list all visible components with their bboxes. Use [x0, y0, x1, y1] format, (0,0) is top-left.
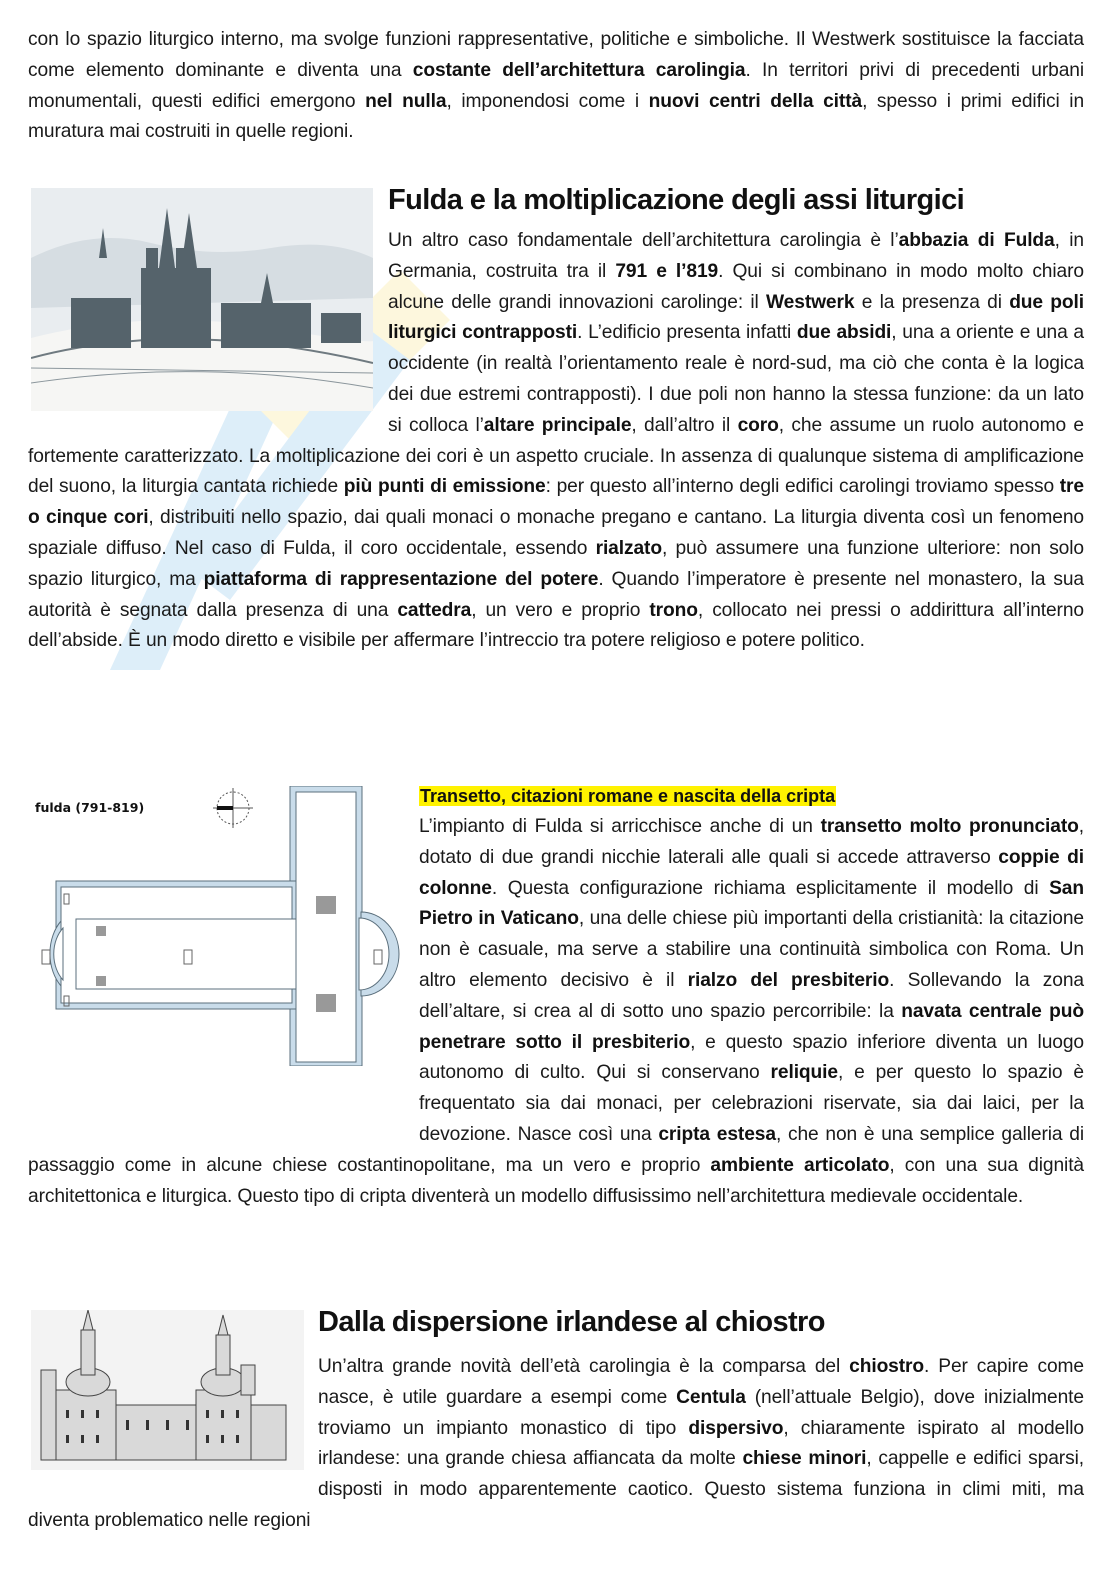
- bold-term: rialzato: [595, 537, 662, 559]
- text-run: , che non è una semplice galleria di passaggio come in alcune chiese costantinopolitane, ma un vero e proprio: [28, 1123, 1084, 1176]
- text-run: , un vero e proprio: [471, 599, 650, 621]
- text-run: , una a oriente e una a occidente (in realtà l’orientamento reale è nord-sud, ma ciò che conta è la logica dei due estremi contrapposti). I due poli non hanno la stessa funzione: da un lato si colloca l’: [388, 322, 1084, 436]
- bold-term: piattaforma di rappresentazione del potere: [203, 568, 599, 590]
- text-run: . Per capire come nasce, è utile guardare a esempi come: [318, 1356, 1084, 1408]
- text-run: , cappelle e edifici sparsi, disposti in modo apparentemente caotico. Questo sistema funziona in climi miti, ma diventa problematico nelle regioni: [28, 1448, 1084, 1531]
- bold-term: ambiente articolato: [710, 1154, 890, 1176]
- fulda-paragraph: [28, 226, 1084, 657]
- text-run: , distribuiti nello spazio, dai quali monaci o monache pregano e cantano. La liturgia diventa così un fenomeno spaziale diffuso. Nel caso di Fulda, il coro occidentale, essendo: [28, 507, 1084, 559]
- bold-term: tre o cinque cori: [28, 476, 1084, 529]
- text-run: , collocato nei pressi o addirittura all’interno dell’abside. È un modo diretto e visibile per affermare l’intreccio tra potere religioso e potere politico.: [28, 599, 1084, 652]
- text-run: Un’altra grande novità dell’età carolingia è la comparsa del: [318, 1356, 850, 1377]
- bold-term: coppie di colonne: [419, 846, 1084, 899]
- bold-term: Centula: [676, 1386, 746, 1408]
- intro-paragraph: [28, 25, 1084, 148]
- text-run: , dall’altro il: [631, 414, 738, 436]
- text-run: , una delle chiese più importanti della cristianità: la citazione non è casuale, ma serve a stabilire una continuità simbolica con Roma. Un altro elemento decisivo è il: [419, 908, 1084, 991]
- bold-term: nel nulla: [365, 90, 447, 112]
- bold-term: dispersivo: [688, 1417, 784, 1439]
- text-run: , che assume un ruolo autonomo e fortemente caratterizzato. La moltiplicazione dei cori è un aspetto cruciale. In assenza di qualunque sistema di amplificazione del suono, la liturgia cantata richiede: [28, 414, 1084, 498]
- float-spacer: [28, 226, 388, 426]
- text-run: . Questa configurazione richiama esplicitamente il modello di: [491, 877, 1050, 899]
- bold-term: nuovi centri della città: [648, 90, 863, 112]
- text-run: , spesso i primi edifici in muratura mai costruiti in quelle regioni.: [28, 90, 1085, 143]
- bold-term: abbazia di Fulda: [898, 230, 1055, 251]
- section-title-transetto: Transetto, citazioni romane e nascita della cripta: [420, 786, 836, 806]
- text-run: : per questo all’interno degli edifici carolingi troviamo spesso: [545, 476, 1060, 498]
- text-run: (nell’attuale Belgio), dove inizialmente troviamo un impianto monastico di tipo: [318, 1386, 1084, 1439]
- float-spacer: [28, 1352, 318, 1502]
- text-run: , in Germania, costruita tra il: [388, 230, 1084, 282]
- transetto-paragraph: [28, 812, 1084, 1212]
- text-run: , e per questo lo spazio è frequentato sia dai monaci, per celebrazioni riservate, sia dai laici, per la devozione. Nasce così una: [419, 1062, 1084, 1145]
- bold-term: chiostro: [849, 1356, 925, 1377]
- text-run: . In territori privi di precedenti urbani monumentali, questi edifici emergono: [28, 59, 1084, 112]
- bold-term: cripta estesa: [658, 1123, 776, 1145]
- text-run: , con una sua dignità architettonica e liturgica. Questo tipo di cripta diventerà un modello diffusissimo nell’architettura medievale occidentale.: [28, 1154, 1084, 1207]
- chiostro-paragraph: [28, 1352, 1084, 1537]
- text-run: , e questo spazio inferiore diventa un luogo autonomo di culto. Qui si conservano: [419, 1031, 1085, 1084]
- text-run: con lo spazio liturgico interno, ma svolge funzioni rappresentative, politiche e simboliche. Il Westwerk sostituisce la facciata come elemento dominante e diventa una: [28, 29, 1084, 81]
- bold-term: transetto molto pronunciato: [820, 816, 1079, 837]
- text-run: L’impianto di Fulda si arricchisce anche di un: [419, 816, 821, 837]
- bold-term: navata centrale può penetrare sotto il presbiterio: [419, 1000, 1084, 1053]
- bold-term: coro: [737, 414, 779, 436]
- bold-term: cattedra: [397, 599, 472, 621]
- text-run: Un altro caso fondamentale dell’architettura carolingia è l’: [388, 230, 899, 251]
- bold-term: altare principale: [483, 414, 632, 436]
- text-run: , può assumere una funzione ulteriore: non solo spazio liturgico, ma: [28, 537, 1084, 590]
- bold-term: 791 e l’819: [615, 260, 719, 282]
- text-run: , dotato di due grandi nicchie laterali alle quali si accede attraverso: [419, 816, 1084, 868]
- bold-term: San Pietro in Vaticano: [419, 877, 1084, 930]
- text-run: . Quando l’imperatore è presente nel monastero, la sua autorità è segnata dalla presenza di una: [28, 568, 1084, 621]
- float-spacer: [28, 812, 419, 1147]
- bold-term: reliquie: [770, 1062, 838, 1084]
- text-run: . Sollevando la zona dell’altare, si crea al di sotto uno spazio percorribile: la: [419, 969, 1084, 1022]
- bold-term: due absidi: [796, 322, 892, 344]
- text-run: e la presenza di: [854, 291, 1010, 313]
- section-title-chiostro: Dalla dispersione irlandese al chiostro: [318, 1306, 825, 1338]
- text-run: , imponendosi come i: [446, 90, 649, 112]
- bold-term: trono: [649, 599, 698, 621]
- bold-term: chiese minori: [742, 1448, 867, 1470]
- bold-term: Westwerk: [766, 291, 855, 313]
- plan-label: fulda (791-819): [35, 800, 145, 815]
- bold-term: due poli liturgici contrapposti: [388, 291, 1085, 344]
- section-title-fulda: Fulda e la moltiplicazione degli assi liturgici: [388, 184, 965, 216]
- bold-term: costante dell’architettura carolingia: [412, 59, 746, 81]
- text-run: . L’edificio presenta infatti: [577, 322, 797, 344]
- text-run: . Qui si combinano in modo molto chiaro alcune delle grandi innovazioni carolinge: il: [388, 260, 1084, 313]
- bold-term: più punti di emissione: [343, 476, 546, 498]
- text-run: , chiaramente ispirato al modello irlandese: una grande chiesa affiancata da molte: [318, 1417, 1084, 1470]
- bold-term: rialzo del presbiterio: [687, 969, 890, 991]
